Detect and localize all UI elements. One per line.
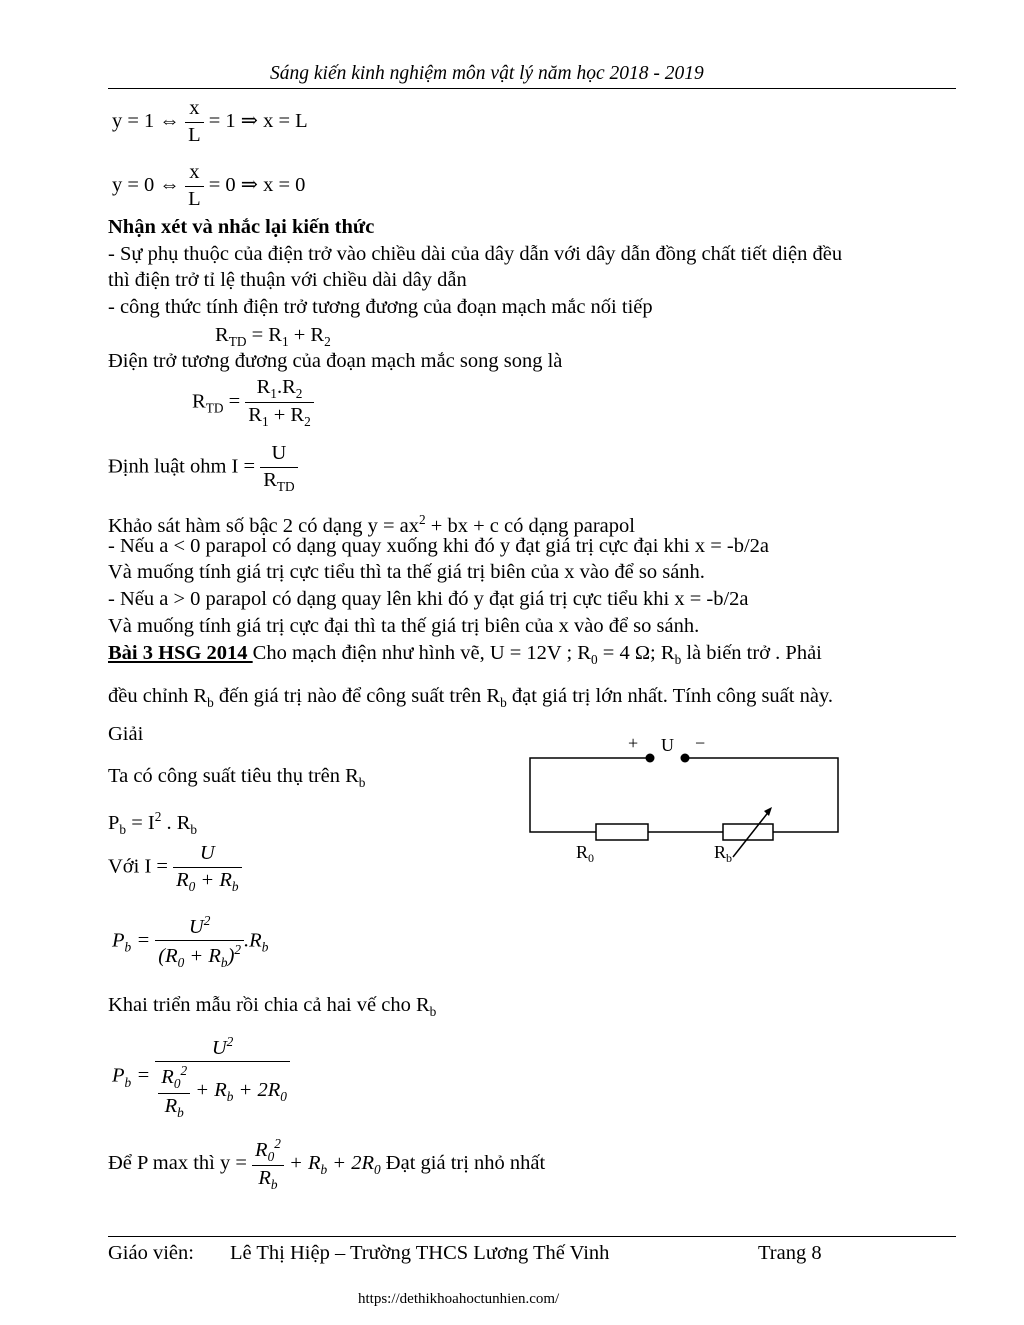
formula-power: $P_b = I^2$ . $R_b$ (108, 809, 198, 837)
paragraph: - Sự phụ thuộc của điện trở vào chiều dài của dây dẫn với dây dẫn đồng chất tiết diện đều (108, 243, 843, 265)
equation-y-equals-0: y = 0 ⇔ $\frac{x}{L}$ = 0 ⇒ x = 0 (112, 161, 306, 210)
resistor-r0 (596, 824, 648, 840)
terminal-negative (681, 754, 690, 763)
paragraph: Ta có công suất tiêu thụ trên $R_b$ (108, 765, 366, 791)
r0-label: $R_0$ (576, 842, 595, 865)
paragraph: Khai triển mẫu rồi chia cả hai vế cho $R_b$ (108, 994, 437, 1020)
paragraph: Điện trở tương đương của đoạn mạch mắc song song là (108, 350, 563, 372)
circuit-wire-left (530, 758, 650, 832)
paragraph: Khảo sát hàm số bậc 2 có dạng $y = ax^2$ + bx + c có dạng parapol (108, 512, 635, 537)
minus-sign: − (695, 733, 706, 753)
footer-url[interactable]: https://dethikhoahoctunhien.com/ (358, 1291, 560, 1307)
equation-y-equals-1: y = 1 ⇔ $\frac{x}{L}$ = 1 ⇒ x = L (112, 97, 308, 146)
terminal-positive (646, 754, 655, 763)
section-heading: Nhận xét và nhắc lại kiến thức (108, 216, 375, 238)
rheostat-arrow-head (764, 807, 772, 816)
formula-series-resistance: $R_{TD} = R_1 + R_2$ (215, 324, 331, 350)
page-header: Sáng kiến kinh nghiệm môn vật lý năm học 2018 - 2019 (270, 63, 704, 84)
footer-teacher: Lê Thị Hiệp – Trường THCS Lương Thế Vinh (230, 1242, 610, 1264)
problem-statement-line2: đều chỉnh $R_b$ đến giá trị nào để công suất trên $R_b$ đạt giá trị lớn nhất. Tính công suất này. (108, 685, 833, 711)
footer-teacher-label: Giáo viên: (108, 1242, 194, 1264)
formula-ohm-law: Định luật ohm I = $\frac{U}{R_{TD}}$ (108, 442, 298, 494)
header-rule (108, 88, 956, 89)
paragraph: - công thức tính điện trở tương đương của đoạn mạch mắc nối tiếp (108, 296, 653, 318)
paragraph: Và muống tính giá trị cực tiểu thì ta thế giá trị biên của x vào để so sánh. (108, 561, 705, 583)
paragraph: - Nếu a < 0 parapol có dạng quay xuống khi đó y đạt giá trị cực đại khi x = -b/2a (108, 535, 770, 557)
formula-parallel-resistance: $R_{TD}$ = $\frac{R_1.R_2}{R_1 + R_2}$ (192, 376, 314, 430)
footer-page-number: Trang 8 (758, 1242, 822, 1264)
paragraph: thì điện trở tỉ lệ thuận với chiều dài dây dẫn (108, 269, 467, 291)
plus-sign: + (628, 733, 639, 753)
paragraph: Và muống tính giá trị cực đại thì ta thế giá trị biên của x vào để so sánh. (108, 615, 700, 637)
formula-power-expanded: $P_b$ = $\frac{U^2}{(R_0 + R_b)^2}$ $.R_b$ (112, 913, 269, 971)
circuit-diagram (520, 732, 850, 872)
solution-label: Giải (108, 723, 144, 745)
formula-minimize-condition: Để P max thì y = $\frac{R_0^2}{R_b}$ + $R_b + 2R_0$ Đạt giá trị nhỏ nhất (108, 1136, 546, 1193)
problem-statement: Bài 3 HSG 2014 Cho mạch điện như hình vẽ, U = 12V ; $R_0 = 4$ Ω; $R_b$ là biến trở . Phải (108, 642, 822, 668)
formula-power-divided: $P_b$ = $U^2$ $\frac{R_0^2}{R_b}$ + $R_b + 2R_0$ (112, 1034, 290, 1120)
rb-label: $R_b$ (714, 842, 733, 865)
voltage-label: U (661, 735, 674, 755)
formula-current: Với I = $\frac{U}{R_0 + R_b}$ (108, 842, 242, 894)
paragraph: - Nếu a > 0 parapol có dạng quay lên khi đó y đạt giá trị cực tiểu khi x = -b/2a (108, 588, 749, 610)
footer-rule (108, 1236, 956, 1237)
